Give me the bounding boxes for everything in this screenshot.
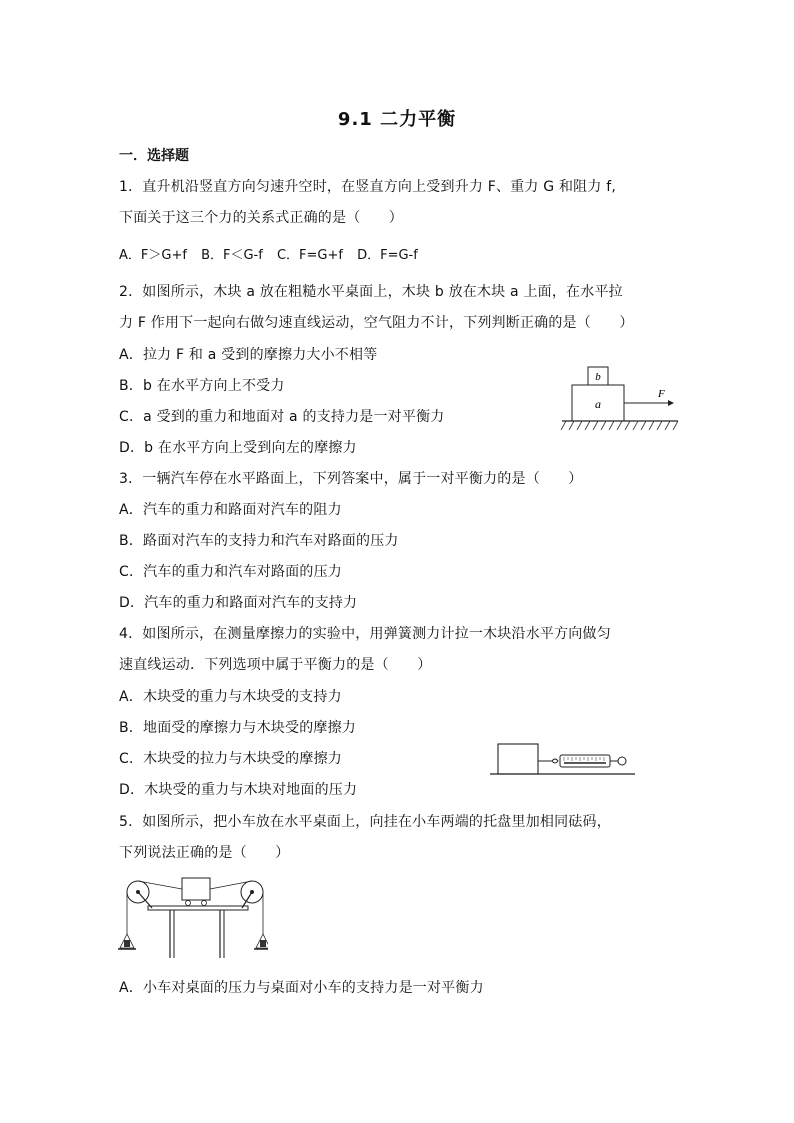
q1-option-a: A．F＞G+f <box>119 248 187 263</box>
q1-option-d: D．F=G-f <box>357 248 418 263</box>
q2-blocks-figure <box>560 362 680 437</box>
q3-stem: 3．一辆汽车停在水平路面上，下列答案中，属于一对平衡力的是（ ） <box>119 471 583 487</box>
q2-option-d: D．b 在水平方向上受到向左的摩擦力 <box>119 440 357 456</box>
q2-stem-line1: 2．如图所示，木块 a 放在粗糙水平桌面上，木块 b 放在木块 a 上面，在水平拉 <box>119 284 623 300</box>
cart-wheel-right <box>202 901 207 906</box>
q2-stem-line2: 力 F 作用下一起向右做匀速直线运动，空气阻力不计，下列判断正确的是（ ） <box>119 315 634 331</box>
q5-option-a: A．小车对桌面的压力与桌面对小车的支持力是一对平衡力 <box>119 980 484 996</box>
cart-body <box>182 878 210 900</box>
section-heading: 一．选择题 <box>119 148 189 164</box>
weight-right <box>260 940 266 947</box>
q1-option-c: C．F=G+f <box>276 248 343 263</box>
spring-scale-body <box>560 755 610 767</box>
block-b-label: b <box>595 371 601 383</box>
q4-stem-line2: 速直线运动．下列选项中属于平衡力的是（ ） <box>119 657 432 673</box>
q1-options <box>119 244 428 263</box>
block-a-label: a <box>595 397 601 411</box>
scale-ring <box>618 757 626 765</box>
q4-option-c: C．木块受的拉力与木块受的摩擦力 <box>119 751 342 767</box>
force-arrowhead <box>668 400 674 406</box>
q4-stem-line1: 4．如图所示，在测量摩擦力的实验中，用弹簧测力计拉一木块沿水平方向做匀 <box>119 626 611 642</box>
ground-hatching <box>561 421 678 430</box>
q4-option-b: B．地面受的摩擦力与木块受的摩擦力 <box>119 720 357 736</box>
q3-option-b: B．路面对汽车的支持力和汽车对路面的压力 <box>119 533 399 549</box>
q5-stem-line2: 下列说法正确的是（ ） <box>119 845 290 861</box>
q5-cart-pulley-figure <box>118 872 268 962</box>
q3-option-a: A．汽车的重力和路面对汽车的阻力 <box>119 502 342 518</box>
wooden-block <box>498 744 538 774</box>
hook <box>552 759 558 763</box>
page-title: 9.1 二力平衡 <box>337 109 457 130</box>
q5-stem-line1: 5．如图所示，把小车放在水平桌面上，向挂在小车两端的托盘里加相同砝码， <box>119 814 611 830</box>
weight-left <box>124 940 130 947</box>
q3-option-c: C．汽车的重力和汽车对路面的压力 <box>119 564 342 580</box>
q2-option-c: C．a 受到的重力和地面对 a 的支持力是一对平衡力 <box>119 409 445 425</box>
q3-option-d: D．汽车的重力和路面对汽车的支持力 <box>119 595 358 611</box>
q1-option-b: B．F＜G-f <box>201 248 263 263</box>
q4-option-d: D．木块受的重力与木块对地面的压力 <box>119 782 358 798</box>
q4-spring-scale-figure <box>490 738 635 780</box>
q2-option-a: A．拉力 F 和 a 受到的摩擦力大小不相等 <box>119 347 378 363</box>
force-label: F <box>658 388 665 400</box>
table-top <box>148 906 248 910</box>
q1-stem-line2: 下面关于这三个力的关系式正确的是（ ） <box>119 210 403 226</box>
q2-option-b: B．b 在水平方向上不受力 <box>119 378 285 394</box>
cart-wheel-left <box>186 901 191 906</box>
q4-option-a: A．木块受的重力与木块受的支持力 <box>119 689 342 705</box>
q1-stem-line1: 1．直升机沿竖直方向匀速升空时，在竖直方向上受到升力 F、重力 G 和阻力 f, <box>119 179 616 195</box>
